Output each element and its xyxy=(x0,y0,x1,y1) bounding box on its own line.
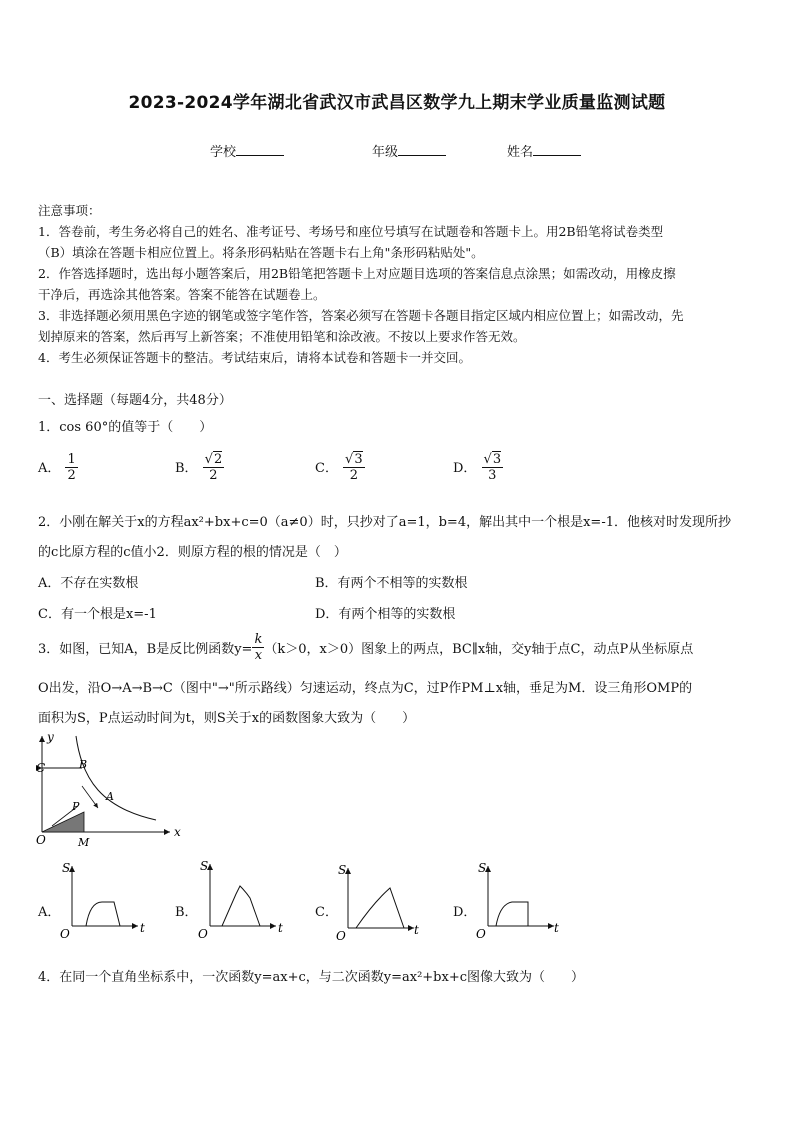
grade-field xyxy=(372,141,446,160)
svg-text:S: S xyxy=(200,859,209,873)
label-m: M xyxy=(78,836,90,849)
label-a: A xyxy=(106,790,114,803)
q3-stem-line1: 3．如图，已知A，B是反比例函数y= $\frac{k}{x}$ （k＞0，x＞0）图象上的两点，BC∥x轴，交y轴于点C，动点P从坐标原点 xyxy=(38,632,694,663)
q2-option-d[interactable]: D．有两个相等的实数根 xyxy=(315,607,456,622)
svg-text:O: O xyxy=(336,929,346,943)
label-y: y xyxy=(47,730,54,744)
q3-option-c-label[interactable]: C． xyxy=(315,905,338,920)
note-line: 2．作答选择题时，选出每小题答案后，用2B铅笔把答题卡上对应题目选项的答案信息点涂黑；如需改动，用橡皮擦 xyxy=(38,266,676,281)
curve-b xyxy=(210,886,260,926)
fraction: $\frac{1}{2}$ xyxy=(67,452,76,483)
svg-text:S: S xyxy=(338,863,347,877)
option-label: C． xyxy=(315,461,338,476)
q2-option-c[interactable]: C．有一个根是x=-1 xyxy=(38,607,157,622)
name-label: 姓名 xyxy=(507,145,534,160)
svg-text:O: O xyxy=(60,927,70,941)
svg-text:t: t xyxy=(414,923,419,937)
note-line: 干净后，再选涂其他答案。答案不能答在试题卷上。 xyxy=(38,287,326,302)
q1-option-d[interactable] xyxy=(453,452,503,483)
svg-text:t: t xyxy=(554,921,559,935)
option-label: B． xyxy=(175,461,198,476)
svg-text:t: t xyxy=(140,921,145,935)
q1-option-c[interactable] xyxy=(315,452,365,483)
label-c: C xyxy=(36,761,46,775)
q3-option-c-graph[interactable] xyxy=(334,862,426,944)
q3-stem-line3: 面积为S，P点运动时间为t，则S关于x的函数图象大致为（ ） xyxy=(38,711,416,726)
fraction: $\frac{√3}{2}$ xyxy=(345,452,363,483)
svg-text:S: S xyxy=(62,861,71,875)
grade-blank xyxy=(398,143,446,156)
fraction-k-over-x: $\frac{k}{x}$ xyxy=(254,632,263,663)
fraction: $\frac{√3}{3}$ xyxy=(483,452,502,483)
q2-option-a[interactable]: A．不存在实数根 xyxy=(38,576,139,591)
svg-text:O: O xyxy=(476,927,486,941)
path-arrow xyxy=(82,786,98,808)
q3-option-b-label[interactable]: B． xyxy=(175,905,198,920)
q3-option-d-graph[interactable] xyxy=(474,860,566,942)
note-line: （B）填涂在答题卡相应位置上。将条形码粘贴在答题卡右上角"条形码粘贴处"。 xyxy=(38,245,484,260)
label-x: x xyxy=(174,825,181,839)
q3-option-b-graph[interactable] xyxy=(196,858,288,940)
svg-text:O: O xyxy=(198,927,208,940)
name-field xyxy=(507,141,581,160)
option-label: D． xyxy=(453,461,477,476)
label-p: P xyxy=(72,800,80,813)
q2-option-b[interactable]: B．有两个不相等的实数根 xyxy=(315,576,468,591)
curve-d xyxy=(488,902,528,926)
option-label: A． xyxy=(38,461,61,476)
triangle-omp xyxy=(42,812,84,832)
note-line: 划掉原来的答案，然后再写上新答案；不准使用铅笔和涂改液。不按以上要求作答无效。 xyxy=(38,329,526,344)
q3-stem-line2: O出发，沿O→A→B→C（图中"→"所示路线）匀速运动，终点为C，过P作PM⊥x轴，垂足为M．设三角形OMP的 xyxy=(38,681,693,696)
q1-option-b[interactable] xyxy=(175,452,224,483)
curve-a xyxy=(72,902,120,926)
q1-option-a[interactable] xyxy=(38,452,78,483)
notes-heading: 注意事项： xyxy=(38,203,101,218)
svg-text:t: t xyxy=(278,921,283,935)
grade-label: 年级 xyxy=(372,145,399,160)
q3-option-a-graph[interactable] xyxy=(58,860,150,942)
q3-option-d-label[interactable]: D． xyxy=(453,905,477,920)
svg-text:S: S xyxy=(478,861,487,875)
q3-option-a-label[interactable]: A． xyxy=(38,905,61,920)
curve-c xyxy=(348,888,404,928)
note-line: 1．答卷前，考生务必将自己的姓名、准考证号、考场号和座位号填写在试题卷和答题卡上。用2B铅笔将试卷类型 xyxy=(38,224,664,239)
name-blank xyxy=(533,143,581,156)
q1-stem: 1．cos 60°的值等于（ ） xyxy=(38,420,213,435)
note-line: 3．非选择题必须用黑色字迹的钢笔或签字笔作答，答案必须写在答题卡各题目指定区域内相应位置上；如需改动，先 xyxy=(38,308,684,323)
label-b: B xyxy=(79,758,88,771)
q4-stem: 4．在同一个直角坐标系中，一次函数y=ax+c，与二次函数y=ax²+bx+c图像大致为（ ） xyxy=(38,970,585,985)
q3-figure xyxy=(30,728,190,852)
section-heading: 一、选择题（每题4分，共48分） xyxy=(38,393,232,408)
label-o: O xyxy=(36,833,46,847)
fraction: $\frac{√2}{2}$ xyxy=(204,452,223,483)
school-blank xyxy=(236,143,284,156)
hyperbola-curve xyxy=(76,736,156,820)
q2-stem-line2: 的c比原方程的c值小2．则原方程的根的情况是（ ） xyxy=(38,545,347,560)
note-line: 4．考生必须保证答题卡的整洁。考试结束后，请将本试卷和答题卡一并交回。 xyxy=(38,350,471,365)
school-label: 学校 xyxy=(210,145,237,160)
school-field xyxy=(210,141,284,160)
q2-stem-line1: 2．小刚在解关于x的方程ax²+bx+c=0（a≠0）时，只抄对了a=1，b=4，解出其中一个根是x=-1．他核对时发现所抄 xyxy=(38,515,731,530)
page-title: 2023-2024学年湖北省武汉市武昌区数学九上期末学业质量监测试题 xyxy=(128,93,666,113)
